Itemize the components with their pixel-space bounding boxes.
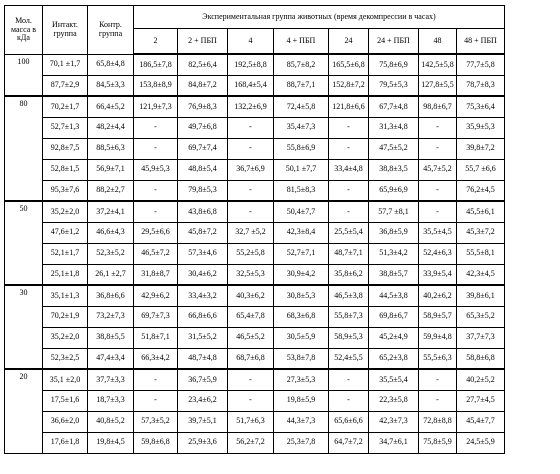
table-header bbox=[5, 6, 505, 55]
data-cell: 65,4±7,8 bbox=[228, 306, 274, 327]
data-cell: 48,7±4,8 bbox=[178, 348, 228, 369]
data-cell: 33,4±4,8 bbox=[329, 159, 369, 180]
data-cell: - bbox=[329, 390, 369, 411]
data-cell: 49,7±6,8 bbox=[178, 117, 228, 138]
data-cell: 85,7±8,2 bbox=[274, 54, 329, 75]
table-row bbox=[5, 96, 505, 117]
data-cell: 35,2±2,0 bbox=[43, 327, 88, 348]
data-cell: 79,8±5,3 bbox=[178, 180, 228, 201]
data-cell: 73,2±7,3 bbox=[88, 306, 134, 327]
data-cell: 56,9±7,1 bbox=[88, 159, 134, 180]
header-time: 4 bbox=[228, 29, 274, 55]
data-cell: 19,8±5,9 bbox=[274, 390, 329, 411]
data-cell: 57,3±4,6 bbox=[178, 243, 228, 264]
data-cell: 26,1 ±2,7 bbox=[88, 264, 134, 285]
data-cell: 52,8±1,5 bbox=[43, 159, 88, 180]
data-cell: 88,7±7,1 bbox=[274, 75, 329, 96]
table-row bbox=[5, 432, 505, 453]
data-cell: 52,4±6,3 bbox=[419, 243, 457, 264]
data-cell: 33,9±5,4 bbox=[419, 264, 457, 285]
data-cell: 65,8±4,8 bbox=[88, 54, 134, 75]
data-cell: - bbox=[419, 180, 457, 201]
header-time: 4 + ПБП bbox=[274, 29, 329, 55]
table-row bbox=[5, 306, 505, 327]
data-cell: 29,5±6,6 bbox=[134, 222, 178, 243]
data-cell: 47,4±3,4 bbox=[88, 348, 134, 369]
data-cell: 24,5±5,9 bbox=[457, 432, 505, 453]
data-cell: 37,2±4,1 bbox=[88, 201, 134, 222]
data-cell: 42,9±6,2 bbox=[134, 285, 178, 306]
data-cell: 75,8±5,9 bbox=[419, 432, 457, 453]
data-cell: 42,3±7,3 bbox=[369, 411, 419, 432]
data-cell: 23,4±6,2 bbox=[178, 390, 228, 411]
data-cell: 127,8±5,5 bbox=[419, 75, 457, 96]
data-cell: 68,3±6,8 bbox=[274, 306, 329, 327]
data-table-wrapper bbox=[4, 5, 505, 454]
data-cell: 32,5±5,3 bbox=[228, 264, 274, 285]
data-cell: 45,5±6,1 bbox=[457, 201, 505, 222]
data-cell: 32,7 ±5,2 bbox=[228, 222, 274, 243]
data-cell: 34,7±6,1 bbox=[369, 432, 419, 453]
data-cell: 55,7 ±6,6 bbox=[457, 159, 505, 180]
data-cell: 35,1 ±2,0 bbox=[43, 369, 88, 390]
data-cell: 79,5±5,3 bbox=[369, 75, 419, 96]
data-cell: 78,7±8,3 bbox=[457, 75, 505, 96]
data-cell: 98,8±6,7 bbox=[419, 96, 457, 117]
data-cell: 17,5±1,6 bbox=[43, 390, 88, 411]
data-cell: 27,3±5,3 bbox=[274, 369, 329, 390]
data-cell: 45,3±7,2 bbox=[457, 222, 505, 243]
data-cell: 36,6±2,0 bbox=[43, 411, 88, 432]
data-cell: 35,4±7,3 bbox=[274, 117, 329, 138]
data-cell: 43,8±6,8 bbox=[178, 201, 228, 222]
data-cell: 52,4±5,5 bbox=[329, 348, 369, 369]
data-cell: 17,6±1,8 bbox=[43, 432, 88, 453]
data-cell: 45,8±7,2 bbox=[178, 222, 228, 243]
data-cell: 46,6±4,3 bbox=[88, 222, 134, 243]
molecular-mass-cell: 20 bbox=[5, 369, 43, 453]
data-cell: 46,5±7,2 bbox=[134, 243, 178, 264]
data-cell: 52,3±2,5 bbox=[43, 348, 88, 369]
data-cell: 39,8±6,1 bbox=[457, 285, 505, 306]
header-experimental-group: Экспериментальная группа животных (время декомпрессии в часах) bbox=[134, 6, 505, 29]
data-cell: 42,3±8,4 bbox=[274, 222, 329, 243]
data-cell: 48,2±4,4 bbox=[88, 117, 134, 138]
data-cell: 70,2±1,7 bbox=[43, 96, 88, 117]
data-cell: 121,9±7,3 bbox=[134, 96, 178, 117]
data-cell: 52,1±1,7 bbox=[43, 243, 88, 264]
data-cell: 186,5±7,8 bbox=[134, 54, 178, 75]
data-cell: - bbox=[419, 390, 457, 411]
data-cell: 65,9±6,9 bbox=[369, 180, 419, 201]
data-cell: 45,9±5,3 bbox=[134, 159, 178, 180]
data-cell: 69,8±6,7 bbox=[369, 306, 419, 327]
data-cell: 82,5±6,4 bbox=[178, 54, 228, 75]
data-cell: 75,8±6,9 bbox=[369, 54, 419, 75]
data-cell: 36,8±6,6 bbox=[88, 285, 134, 306]
data-cell: 39,7±5,1 bbox=[178, 411, 228, 432]
table-row bbox=[5, 180, 505, 201]
data-cell: - bbox=[228, 390, 274, 411]
data-cell: 46,5±3,8 bbox=[329, 285, 369, 306]
data-cell: 75,3±6,4 bbox=[457, 96, 505, 117]
data-cell: 70,1 ±1,7 bbox=[43, 54, 88, 75]
data-cell: 51,7±6,3 bbox=[228, 411, 274, 432]
data-cell: - bbox=[134, 138, 178, 159]
header-time: 2 + ПБП bbox=[178, 29, 228, 55]
data-cell: 45,4±7,7 bbox=[457, 411, 505, 432]
data-cell: 57,3±5,2 bbox=[134, 411, 178, 432]
data-cell: 51,8±7,1 bbox=[134, 327, 178, 348]
data-cell: 31,3±4,8 bbox=[369, 117, 419, 138]
data-cell: 84,8±7,2 bbox=[178, 75, 228, 96]
data-cell: - bbox=[419, 201, 457, 222]
data-cell: - bbox=[134, 369, 178, 390]
table-row bbox=[5, 369, 505, 390]
data-cell: 121,8±6,6 bbox=[329, 96, 369, 117]
data-cell: 31,8±8,7 bbox=[134, 264, 178, 285]
data-cell: 50,4±7,7 bbox=[274, 201, 329, 222]
data-cell: 69,7±7,3 bbox=[134, 306, 178, 327]
data-cell: 52,3±5,2 bbox=[88, 243, 134, 264]
data-cell: 84,5±3,3 bbox=[88, 75, 134, 96]
data-cell: 38,8±3,5 bbox=[369, 159, 419, 180]
data-cell: 39,8±7,2 bbox=[457, 138, 505, 159]
table-row bbox=[5, 201, 505, 222]
data-cell: 51,3±4,2 bbox=[369, 243, 419, 264]
data-cell: 55,5±8,1 bbox=[457, 243, 505, 264]
data-cell: 65,2±3,8 bbox=[369, 348, 419, 369]
data-cell: - bbox=[329, 180, 369, 201]
data-cell: - bbox=[228, 117, 274, 138]
header-control-group: Контр. группа bbox=[88, 6, 134, 55]
data-cell: 44,5±3,8 bbox=[369, 285, 419, 306]
table-row bbox=[5, 54, 505, 75]
data-cell: 152,8±7,2 bbox=[329, 75, 369, 96]
data-cell: 22,3±5,8 bbox=[369, 390, 419, 411]
data-cell: 76,2±4,5 bbox=[457, 180, 505, 201]
data-cell: 35,9±5,3 bbox=[457, 117, 505, 138]
data-cell: - bbox=[329, 117, 369, 138]
data-cell: - bbox=[228, 201, 274, 222]
data-cell: 153,8±8,9 bbox=[134, 75, 178, 96]
data-cell: 132,2±6,9 bbox=[228, 96, 274, 117]
data-cell: 168,4±5,4 bbox=[228, 75, 274, 96]
header-time: 2 bbox=[134, 29, 178, 55]
data-cell: 92,8±7,5 bbox=[43, 138, 88, 159]
data-cell: 40,2±6,2 bbox=[419, 285, 457, 306]
data-cell: 192,5±8,8 bbox=[228, 54, 274, 75]
data-cell: 40,8±5,2 bbox=[88, 411, 134, 432]
data-cell: 52,7±7,1 bbox=[274, 243, 329, 264]
data-cell: 66,4±5,2 bbox=[88, 96, 134, 117]
data-cell: 35,5±5,4 bbox=[369, 369, 419, 390]
data-cell: 69,7±7,4 bbox=[178, 138, 228, 159]
data-cell: 47,6±1,2 bbox=[43, 222, 88, 243]
data-cell: 42,3±4,5 bbox=[457, 264, 505, 285]
data-cell: 30,5±5,9 bbox=[274, 327, 329, 348]
data-cell: 35,8±6,2 bbox=[329, 264, 369, 285]
data-cell: - bbox=[419, 369, 457, 390]
data-cell: 38,8±5,5 bbox=[88, 327, 134, 348]
table-row bbox=[5, 327, 505, 348]
data-cell: 165,5±6,8 bbox=[329, 54, 369, 75]
data-cell: 88,2±2,7 bbox=[88, 180, 134, 201]
data-cell: 37,7±3,3 bbox=[88, 369, 134, 390]
data-cell: 36,8±5,9 bbox=[369, 222, 419, 243]
data-cell: 55,8±6,9 bbox=[274, 138, 329, 159]
header-time: 48 + ПБП bbox=[457, 29, 505, 55]
data-cell: 59,8±6,8 bbox=[134, 432, 178, 453]
data-cell: 65,3±5,2 bbox=[457, 306, 505, 327]
data-cell: - bbox=[228, 180, 274, 201]
table-body bbox=[5, 54, 505, 453]
data-cell: 64,7±7,2 bbox=[329, 432, 369, 453]
table-row bbox=[5, 75, 505, 96]
table-row bbox=[5, 411, 505, 432]
data-cell: 27,7±4,5 bbox=[457, 390, 505, 411]
data-cell: 45,7±5,2 bbox=[419, 159, 457, 180]
data-cell: 47,5±5,2 bbox=[369, 138, 419, 159]
molecular-mass-cell: 50 bbox=[5, 201, 43, 285]
table-row bbox=[5, 243, 505, 264]
table-row bbox=[5, 117, 505, 138]
data-cell: 45,2±4,9 bbox=[369, 327, 419, 348]
data-cell: 25,3±7,8 bbox=[274, 432, 329, 453]
data-cell: 30,9±4,2 bbox=[274, 264, 329, 285]
data-cell: - bbox=[134, 201, 178, 222]
data-cell: 37,7±7,3 bbox=[457, 327, 505, 348]
data-cell: 95,3±7,6 bbox=[43, 180, 88, 201]
data-cell: 67,7±4,8 bbox=[369, 96, 419, 117]
data-cell: 65,6±6,6 bbox=[329, 411, 369, 432]
table-row bbox=[5, 138, 505, 159]
data-cell: 50,1 ±7,7 bbox=[274, 159, 329, 180]
data-cell: 87,7±2,9 bbox=[43, 75, 88, 96]
data-cell: 57,7 ±8,1 bbox=[369, 201, 419, 222]
data-cell: 53,8±7,8 bbox=[274, 348, 329, 369]
data-cell: - bbox=[228, 369, 274, 390]
data-cell: 33,4±3,2 bbox=[178, 285, 228, 306]
data-cell: 36,7±6,9 bbox=[228, 159, 274, 180]
header-time: 48 bbox=[419, 29, 457, 55]
data-cell: 35,1±1,3 bbox=[43, 285, 88, 306]
data-cell: 30,8±5,3 bbox=[274, 285, 329, 306]
molecular-mass-cell: 100 bbox=[5, 54, 43, 96]
data-cell: 48,7±7,1 bbox=[329, 243, 369, 264]
data-cell: 46,5±5,2 bbox=[228, 327, 274, 348]
data-cell: - bbox=[419, 117, 457, 138]
table-row bbox=[5, 348, 505, 369]
data-cell: 58,8±6,8 bbox=[457, 348, 505, 369]
data-cell: 19,8±4,5 bbox=[88, 432, 134, 453]
table-row bbox=[5, 285, 505, 306]
data-cell: 88,5±6,3 bbox=[88, 138, 134, 159]
decompression-data-table bbox=[4, 5, 505, 454]
table-row bbox=[5, 264, 505, 285]
data-cell: 25,9±3,6 bbox=[178, 432, 228, 453]
data-cell: 48,8±5,4 bbox=[178, 159, 228, 180]
header-intact-group: Интакт. группа bbox=[43, 6, 88, 55]
data-cell: 68,7±6,8 bbox=[228, 348, 274, 369]
data-cell: 72,8±8,8 bbox=[419, 411, 457, 432]
table-row bbox=[5, 159, 505, 180]
data-cell: - bbox=[419, 138, 457, 159]
data-cell: 55,5±6,3 bbox=[419, 348, 457, 369]
data-cell: 35,5±4,5 bbox=[419, 222, 457, 243]
data-cell: 52,7±1,3 bbox=[43, 117, 88, 138]
data-cell: 35,2±2,0 bbox=[43, 201, 88, 222]
data-cell: 18,7±3,3 bbox=[88, 390, 134, 411]
data-cell: 66,3±4,2 bbox=[134, 348, 178, 369]
table-row bbox=[5, 390, 505, 411]
header-mass: Мол. масса в кДа bbox=[5, 6, 43, 55]
header-time: 24 bbox=[329, 29, 369, 55]
data-cell: 31,5±5,2 bbox=[178, 327, 228, 348]
data-cell: 40,3±6,2 bbox=[228, 285, 274, 306]
data-cell: 56,2±7,2 bbox=[228, 432, 274, 453]
molecular-mass-cell: 30 bbox=[5, 285, 43, 369]
data-cell: 59,9±4,8 bbox=[419, 327, 457, 348]
table-row bbox=[5, 222, 505, 243]
data-cell: - bbox=[134, 180, 178, 201]
data-cell: 30,4±6,2 bbox=[178, 264, 228, 285]
data-cell: 55,8±7,3 bbox=[329, 306, 369, 327]
data-cell: 25,1±1,8 bbox=[43, 264, 88, 285]
header-time: 24 + ПБП bbox=[369, 29, 419, 55]
data-cell: 81,5±8,3 bbox=[274, 180, 329, 201]
data-cell: 38,8±5,7 bbox=[369, 264, 419, 285]
data-cell: 55,2±5,8 bbox=[228, 243, 274, 264]
data-cell: 76,9±8,3 bbox=[178, 96, 228, 117]
data-cell: - bbox=[329, 369, 369, 390]
data-cell: 25,5±5,4 bbox=[329, 222, 369, 243]
data-cell: 36,7±5,9 bbox=[178, 369, 228, 390]
data-cell: 40,2±5,2 bbox=[457, 369, 505, 390]
data-cell: - bbox=[329, 138, 369, 159]
molecular-mass-cell: 80 bbox=[5, 96, 43, 201]
data-cell: - bbox=[134, 117, 178, 138]
data-cell: 142,5±5,8 bbox=[419, 54, 457, 75]
data-cell: 44,3±7,3 bbox=[274, 411, 329, 432]
data-cell: - bbox=[329, 201, 369, 222]
data-cell: 66,8±6,6 bbox=[178, 306, 228, 327]
data-cell: 70,2±1,9 bbox=[43, 306, 88, 327]
data-cell: 58,9±5,3 bbox=[329, 327, 369, 348]
data-cell: - bbox=[228, 138, 274, 159]
data-cell: 72,4±5,8 bbox=[274, 96, 329, 117]
data-cell: 77,7±5,8 bbox=[457, 54, 505, 75]
data-cell: - bbox=[134, 390, 178, 411]
data-cell: 58,9±5,7 bbox=[419, 306, 457, 327]
